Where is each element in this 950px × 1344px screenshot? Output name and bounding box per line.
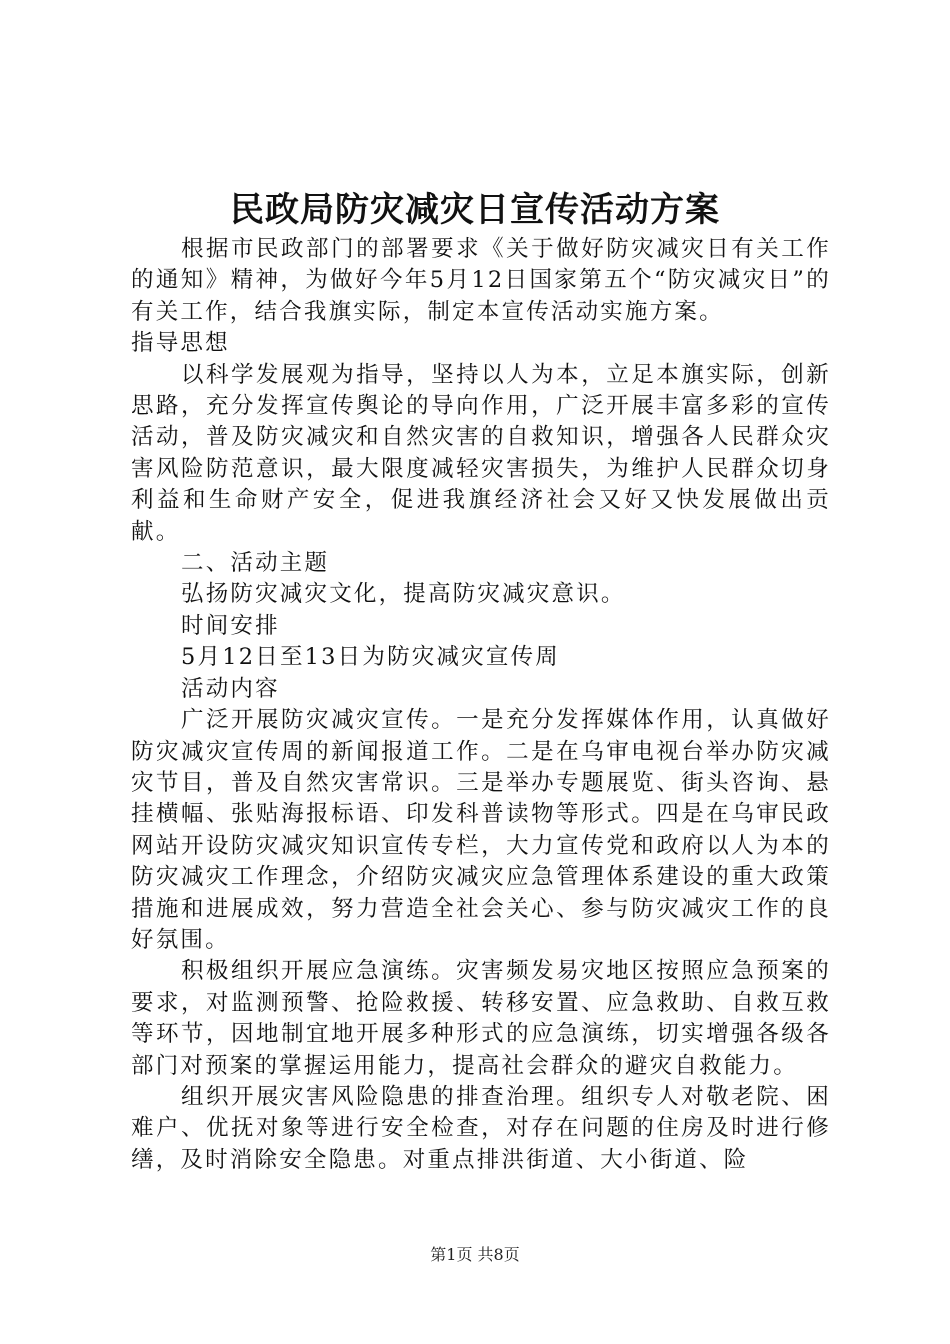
paragraph-content-drills: 积极组织开展应急演练。灾害频发易灾地区按照应急预案的要求，对监测预警、抢险救援、转移安置、应急救助、自救互救等环节，因地制宜地开展多种形式的应急演练，切实增强各级各部门对预案的掌握运用能力，提高社会群众的避灾自救能力。: [131, 958, 831, 1079]
document-title: 民政局防灾减灾日宣传活动方案: [230, 190, 720, 230]
paragraph-intro: 根据市民政部门的部署要求《关于做好防灾减灾日有关工作的通知》精神，为做好今年5月12日国家第五个“防灾减灾日”的有关工作，结合我旗实际，制定本宣传活动实施方案。: [131, 236, 831, 325]
paragraph-content-publicity: 广泛开展防灾减灾宣传。一是充分发挥媒体作用，认真做好防灾减灾宣传周的新闻报道工作。二是在乌审电视台举办防灾减灾节目，普及自然灾害常识。三是举办专题展览、街头咨询、悬挂横幅、张贴海报标语、印发科普读物等形式。四是在乌审民政网站开设防灾减灾知识宣传专栏，大力宣传党和政府以人为本的防灾减灾工作理念，介绍防灾减灾应急管理体系建设的重大政策措施和进展成效，努力营造全社会关心、参与防灾减灾工作的良好氛围。: [131, 707, 831, 953]
heading-activity-content: 活动内容: [181, 675, 280, 702]
heading-activity-theme: 二、活动主题: [181, 550, 330, 577]
document-body: [131, 234, 831, 1176]
paragraph-schedule: 5月12日至13日为防灾减灾宣传周: [181, 644, 560, 671]
paragraph-guiding-ideology: 以科学发展观为指导，坚持以人为本，立足本旗实际，创新思路，充分发挥宣传舆论的导向作用，广泛开展丰富多彩的宣传活动，普及防灾减灾和自然灾害的自救知识，增强各人民群众灾害风险防范意识，最大限度减轻灾害损失，为维护人民群众切身利益和生命财产安全，促进我旗经济社会又好又快发展做出贡献。: [131, 361, 831, 545]
heading-schedule: 时间安排: [181, 612, 280, 639]
heading-guiding-ideology: 指导思想: [131, 330, 230, 357]
paragraph-activity-theme: 弘扬防灾减灾文化，提高防灾减灾意识。: [181, 581, 626, 608]
page-footer: 第1页 共8页: [430, 1245, 520, 1264]
paragraph-content-hazard-inspection: 组织开展灾害风险隐患的排查治理。组织专人对敬老院、困难户、优抚对象等进行安全检查，对存在问题的住房及时进行修缮，及时消除安全隐患。对重点排洪街道、大小街道、险: [131, 1083, 831, 1173]
